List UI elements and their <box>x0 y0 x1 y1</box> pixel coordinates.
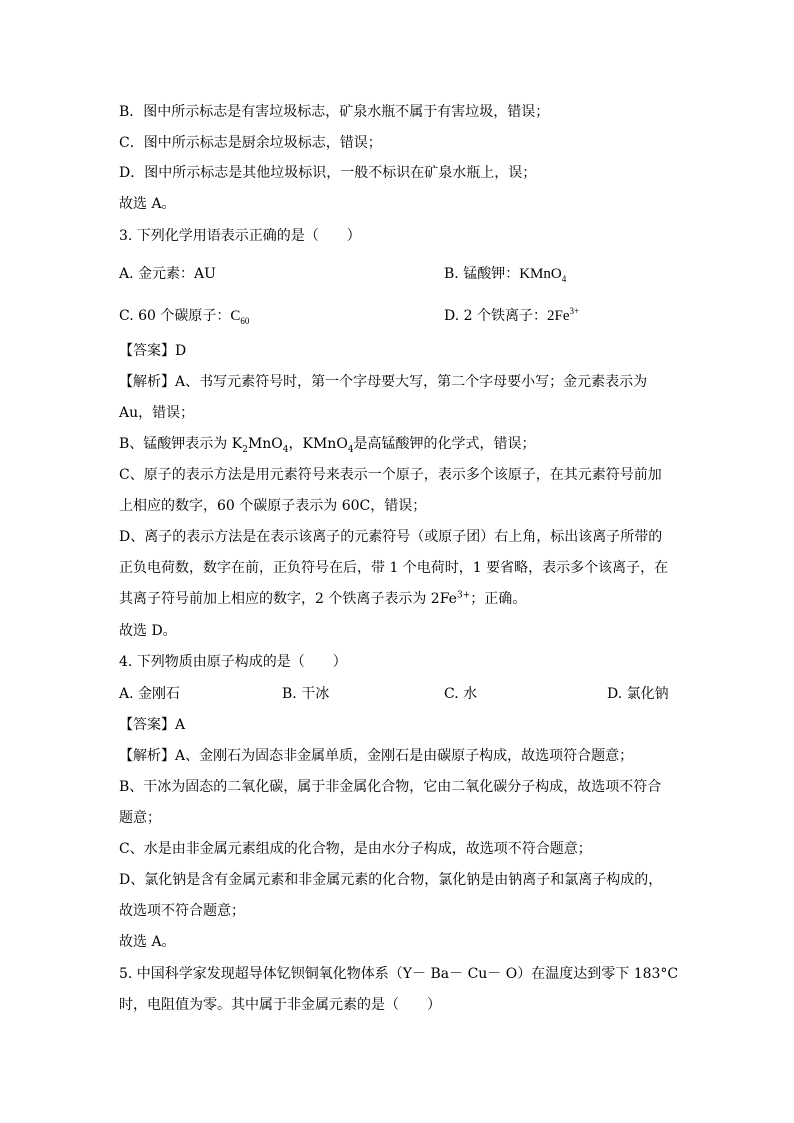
option-label: D. 2 个铁离子： <box>444 308 547 324</box>
subscript: 4 <box>347 444 354 455</box>
q4-explanation: 题意； <box>119 810 161 826</box>
q4-explanation: 故选项不符合题意； <box>119 903 245 919</box>
question-3-stem: 3. 下列化学用语表示正确的是（ ） <box>119 228 361 244</box>
q4-option-c: C. 水 <box>444 686 478 702</box>
text-run: B、锰酸钾表示为 K <box>119 436 243 452</box>
text-run: ；正确。 <box>470 591 527 607</box>
q3-option-a: A. 金元素：AU <box>119 266 216 282</box>
subscript: 4 <box>282 444 289 455</box>
q3-explanation: C、原子的表示方法是用元素符号来表示一个原子，表示多个该原子，在其元素符号前加 <box>119 467 662 483</box>
q4-explanation: B、干冰为固态的二氧化碳，属于非金属化合物，它由二氧化碳分子构成，故选项不符合 <box>119 779 662 795</box>
formula-subscript: 60 <box>240 316 250 326</box>
q4-choose: 故选 A。 <box>119 934 176 950</box>
q4-option-a: A. 金刚石 <box>119 686 181 702</box>
q3-explanation: 【解析】A、书写元素符号时，第一个字母要大写，第二个字母要小写；金元素表示为 <box>119 374 648 390</box>
q3-explanation <box>119 434 536 454</box>
q3-choose: 故选 D。 <box>119 623 177 639</box>
explanation-line: C．图中所示标志是厨余垃圾标志，错误； <box>119 135 382 151</box>
question-5-stem: 时，电阻值为零。其中属于非金属元素的是（ ） <box>119 997 441 1013</box>
q4-explanation: 【解析】A、金刚石为固态非金属单质，金刚石是由碳原子构成，故选项符合题意； <box>119 748 634 764</box>
q3-explanation: D、离子的表示方法是在表示该离子的元素符号（或原子团）右上角，标出该离子所带的 <box>119 529 663 545</box>
q3-answer: 【答案】D <box>119 343 187 359</box>
formula-main: KMnO <box>519 266 562 282</box>
question-5-stem: 5. 中国科学家发现超导体钇钡铜氧化物体系（Y－ Ba－ Cu－ O）在温度达到零下 183°C <box>119 966 679 982</box>
q3-explanation: 上相应的数字，60 个碳原子表示为 60C，错误； <box>119 498 427 514</box>
subscript: 2 <box>242 444 248 455</box>
explanation-line: D．图中所示标志是其他垃圾标识，一般不标识在矿泉水瓶上，误； <box>119 165 537 181</box>
q3-explanation: Au，错误； <box>119 405 195 421</box>
explanation-line: B．图中所示标志是有害垃圾标志，矿泉水瓶不属于有害垃圾，错误； <box>119 104 550 120</box>
formula <box>519 266 566 282</box>
q3-explanation: 正负电荷数，数字在前，正负符号在后，带 1 个电荷时，1 要省略，表示多个该离子，在 <box>119 560 669 576</box>
option-label: C. 60 个碳原子： <box>119 308 231 324</box>
q4-explanation: C、水是由非金属元素组成的化合物，是由水分子构成，故选项不符合题意； <box>119 841 592 857</box>
q4-option-b: B. 干冰 <box>282 686 330 702</box>
q4-explanation: D、氯化钠是含有金属元素和非金属元素的化合物，氯化钠是由钠离子和氯离子构成的， <box>119 872 663 888</box>
formula <box>547 308 579 324</box>
superscript: 3+ <box>456 590 471 601</box>
q4-answer: 【答案】A <box>119 717 186 733</box>
choose-line: 故选 A。 <box>119 196 176 212</box>
formula-superscript: 3+ <box>569 306 580 316</box>
question-4-stem: 4. 下列物质由原子构成的是（ ） <box>119 654 347 670</box>
q4-option-d: D. 氯化钠 <box>607 686 669 702</box>
option-label: B. 锰酸钾： <box>444 266 520 282</box>
formula-main: 2Fe <box>546 308 570 324</box>
text-run: 是高锰酸钾的化学式，错误； <box>353 436 536 452</box>
q3-option-d <box>444 306 579 326</box>
formula <box>230 308 249 324</box>
q3-explanation <box>119 589 526 609</box>
q3-option-c <box>119 306 249 326</box>
text-run: MnO <box>247 436 283 452</box>
formula-main: C <box>230 308 241 324</box>
text-run: ，KMnO <box>288 436 348 452</box>
q3-option-b <box>444 264 566 284</box>
formula-subscript: 4 <box>561 274 567 284</box>
text-run: 其离子符号前加上相应的数字，2 个铁离子表示为 2Fe <box>119 591 457 607</box>
